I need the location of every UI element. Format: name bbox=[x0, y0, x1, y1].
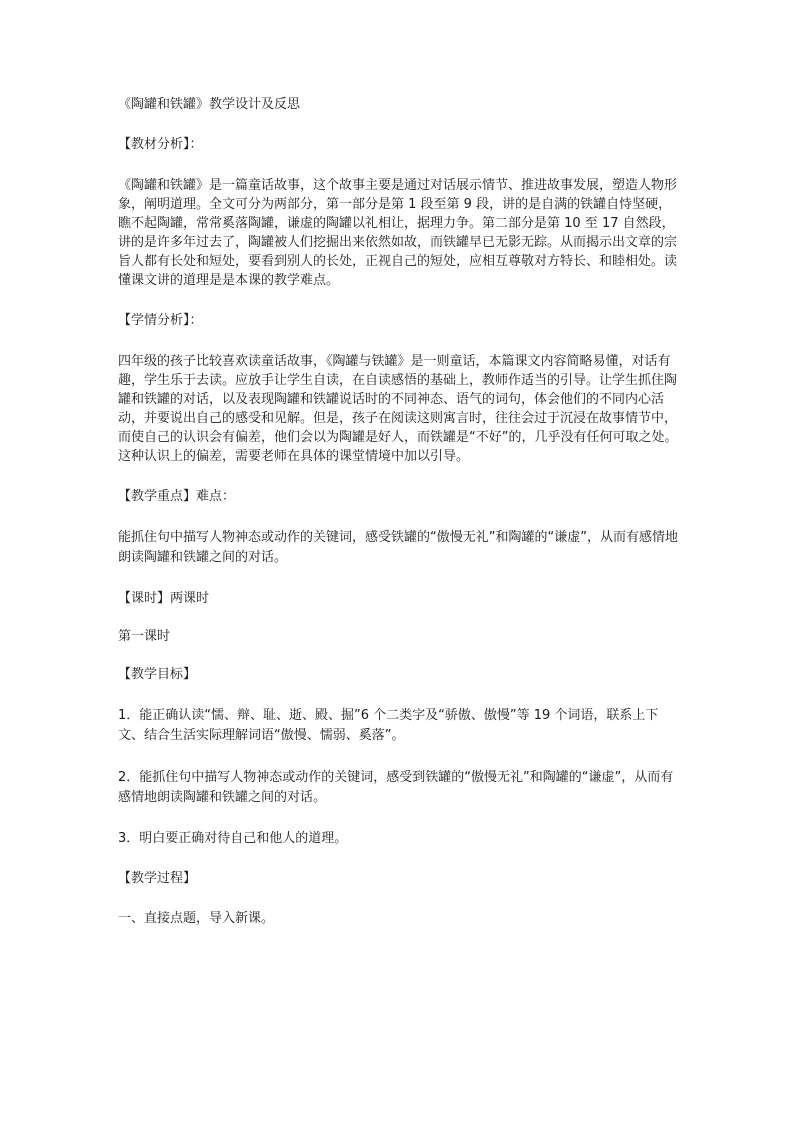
learning-analysis-heading: 【学情分析】： bbox=[118, 313, 203, 328]
learning-analysis-paragraph: 四年级的孩子比较喜欢读童话故事，《陶罐与铁罐》是一则童话，本篇课文内容简略易懂，对话有趣，学生乐于去读。应放手让学生自读，在自读感悟的基础上，教师作适当的引导。让学生抓住陶罐和铁罐的对话，以及表现陶罐和铁罐说话时的不同神态、语气的词句，体会他们的不同内心活动，并要说出自己的感受和见解。但是，孩子在阅读这则寓言时，往往会过于沉浸在故事情节中，而使自己的认识会有偏差，他们会以为陶罐是好人，而铁罐是“不好”的，几乎没有任何可取之处。这种认识上的偏差，需要老师在具体的课堂情境中加以引导。 bbox=[118, 354, 678, 464]
teaching-goals-heading: 【教学目标】 bbox=[118, 667, 197, 682]
class-period-heading: 【课时】两课时 bbox=[118, 591, 210, 606]
teaching-goal-item: 2．能抓住句中描写人物神态或动作的关键词，感受到铁罐的“傲慢无礼”和陶罐的“谦虚”，从而有感情地朗读陶罐和铁罐之间的对话。 bbox=[118, 770, 674, 805]
teaching-focus-paragraph: 能抓住句中描写人物神态或动作的关键词，感受铁罐的“傲慢无礼”和陶罐的“谦虚”，从而有感情地朗读陶罐和铁罐之间的对话。 bbox=[118, 530, 678, 565]
teaching-focus-heading: 【教学重点】难点： bbox=[118, 489, 236, 504]
document-content bbox=[118, 96, 678, 950]
teaching-goal-item: 3．明白要正确对待自己和他人的道理。 bbox=[118, 831, 348, 846]
first-period-label: 第一课时 bbox=[118, 629, 171, 644]
textbook-analysis-heading: 【教材分析】： bbox=[118, 137, 203, 152]
teaching-goal-item: 1．能正确认读“懦、辩、耻、逝、殿、掘”6 个二类字及“骄傲、傲慢”等 19 个词语，联系上下文、结合生活实际理解词语“傲慢、懦弱、奚落”。 bbox=[118, 708, 659, 743]
document-title: 《陶罐和铁罐》教学设计及反思 bbox=[118, 97, 301, 112]
teaching-step-item: 一、直接点题，导入新课。 bbox=[118, 911, 275, 926]
teaching-process-heading: 【教学过程】 bbox=[118, 871, 197, 886]
textbook-analysis-paragraph: 《陶罐和铁罐》是一篇童话故事，这个故事主要是通过对话展示情节、推进故事发展，塑造人物形象，阐明道理。全文可分为两部分，第一部分是第 1 段至第 9 段，讲的是自满的铁罐自恃坚硬，瞧不起陶罐，常常奚落陶罐，谦虚的陶罐以礼相让，据理力争。第二部分是第 10 至 17 自然段，讲的是许多年过去了，陶罐被人们挖掘出来依然如故，而铁罐早已无影无踪。从而揭示出文章的宗旨人都有长处和短处，要看到别人的长处，正视自己的短处，应相互尊敬对方特长、和睦相处。读懂课文讲的道理是是本课的教学难点。 bbox=[118, 178, 678, 288]
